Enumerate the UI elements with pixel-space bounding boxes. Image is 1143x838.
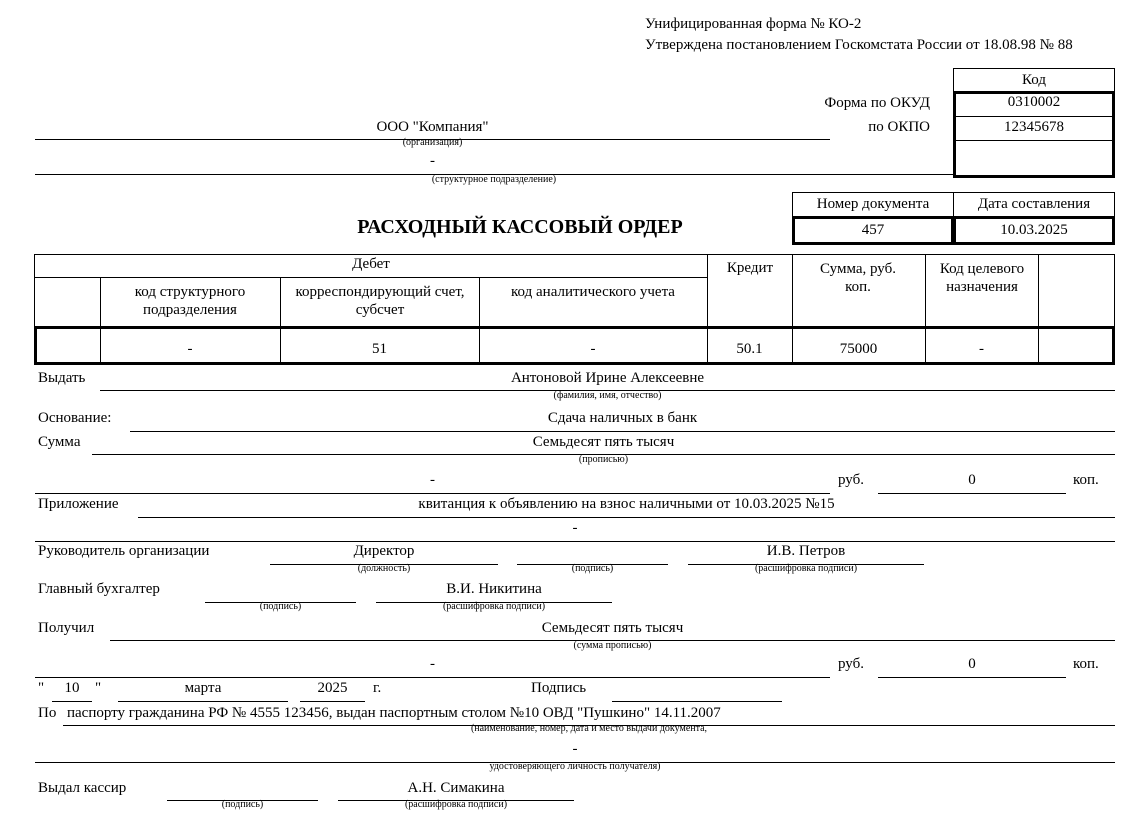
head-position-caption: (должность) [357, 563, 411, 574]
amount-line2: - [430, 472, 435, 488]
attachment-line2: - [572, 520, 578, 536]
code-header: Код [953, 68, 1115, 92]
col-division: код структурного подразделения [134, 284, 246, 318]
received-value: Семьдесят пять тысяч [541, 620, 684, 636]
cashier-sign-caption: (подпись) [221, 799, 264, 810]
passport-caption: (наименование, номер, дата и место выдачи документа, [470, 723, 708, 734]
head-position: Директор [353, 543, 415, 559]
row-sum: 75000 [839, 341, 878, 357]
amount-kop-label: коп. [1073, 472, 1099, 488]
head-label: Руководитель организации [38, 543, 210, 559]
row-purpose: - [979, 341, 984, 357]
date-quote-open: " [38, 680, 45, 696]
attachment-label: Приложение [38, 496, 119, 512]
received-kop-label: коп. [1073, 656, 1099, 672]
document-number: 457 [792, 216, 954, 245]
accountant-sign-caption: (подпись) [259, 601, 302, 612]
col-sum: Сумма, руб. коп. [820, 261, 896, 295]
document-date: 10.03.2025 [953, 216, 1115, 245]
date-label: Дата составления [953, 192, 1115, 217]
issue-label: Выдать [38, 370, 86, 386]
debit-header: Дебет [352, 256, 390, 272]
number-label: Номер документа [792, 192, 954, 217]
amount-caption: (прописью) [578, 454, 629, 465]
col-account: корреспондирующий счет, субсчет [295, 284, 465, 318]
accountant-name-caption: (расшифровка подписи) [442, 601, 546, 612]
accountant-label: Главный бухгалтер [38, 581, 160, 597]
row-analytic: - [590, 341, 596, 357]
col-analytic: код аналитического учета [511, 284, 675, 300]
approval-note: Утверждена постановлением Госкомстата России от 18.08.98 № 88 [645, 37, 1073, 53]
organization-name: ООО "Компания" [376, 119, 489, 135]
division-caption: (структурное подразделение) [431, 174, 557, 185]
okud-label: Форма по ОКУД [824, 95, 930, 111]
amount-kop-value: 0 [968, 472, 976, 488]
received-kop-value: 0 [968, 656, 976, 672]
head-sign-caption: (подпись) [571, 563, 614, 574]
date-day: 10 [64, 680, 80, 696]
received-caption: (сумма прописью) [573, 640, 652, 651]
issue-value: Антоновой Ирине Алексеевне [510, 370, 705, 386]
passport-caption2: удостоверяющего личность получателя) [489, 761, 661, 772]
col-credit: Кредит [726, 260, 774, 276]
form-name: Унифицированная форма № КО-2 [645, 16, 862, 32]
amount-label: Сумма [38, 434, 81, 450]
attachment-value: квитанция к объявлению на взнос наличными от 10.03.2025 №15 [418, 496, 835, 512]
head-name-caption: (расшифровка подписи) [754, 563, 858, 574]
organization-caption: (организация) [402, 137, 463, 148]
passport-value: паспорту гражданина РФ № 4555 123456, выдан паспортным столом №10 ОВД "Пушкино" 14.11.2007 [67, 705, 721, 721]
okpo-label: по ОКПО [868, 119, 930, 135]
date-quote-close: " [95, 680, 102, 696]
basis-label: Основание: [38, 410, 112, 426]
okud-value: 0310002 [1007, 94, 1061, 110]
col-purpose: Код целевого назначения [939, 261, 1025, 295]
okpo-value: 12345678 [1004, 119, 1064, 135]
head-name: И.В. Петров [766, 543, 846, 559]
cashier-label: Выдал кассир [38, 780, 127, 796]
row-credit: 50.1 [736, 341, 763, 357]
issue-caption: (фамилия, имя, отчество) [553, 390, 662, 401]
accountant-name: В.И. Никитина [446, 581, 542, 597]
amount-value: Семьдесят пять тысяч [532, 434, 675, 450]
date-year: 2025 [317, 680, 348, 696]
division-name: - [430, 153, 435, 169]
received-label: Получил [38, 620, 95, 636]
received-line2: - [430, 656, 435, 672]
amount-rub-label: руб. [838, 472, 864, 488]
row-division: - [187, 341, 193, 357]
document-title: РАСХОДНЫЙ КАССОВЫЙ ОРДЕР [357, 216, 683, 238]
basis-value: Сдача наличных в банк [547, 410, 698, 426]
date-year-suffix: г. [373, 680, 382, 696]
cashier-name-caption: (расшифровка подписи) [404, 799, 508, 810]
passport-line2: - [572, 741, 578, 757]
passport-label: По [38, 705, 57, 721]
date-month: марта [184, 680, 222, 696]
signature-label: Подпись [531, 680, 587, 696]
cashier-name: А.Н. Симакина [407, 780, 505, 796]
received-rub-label: руб. [838, 656, 864, 672]
row-account: 51 [372, 341, 387, 357]
